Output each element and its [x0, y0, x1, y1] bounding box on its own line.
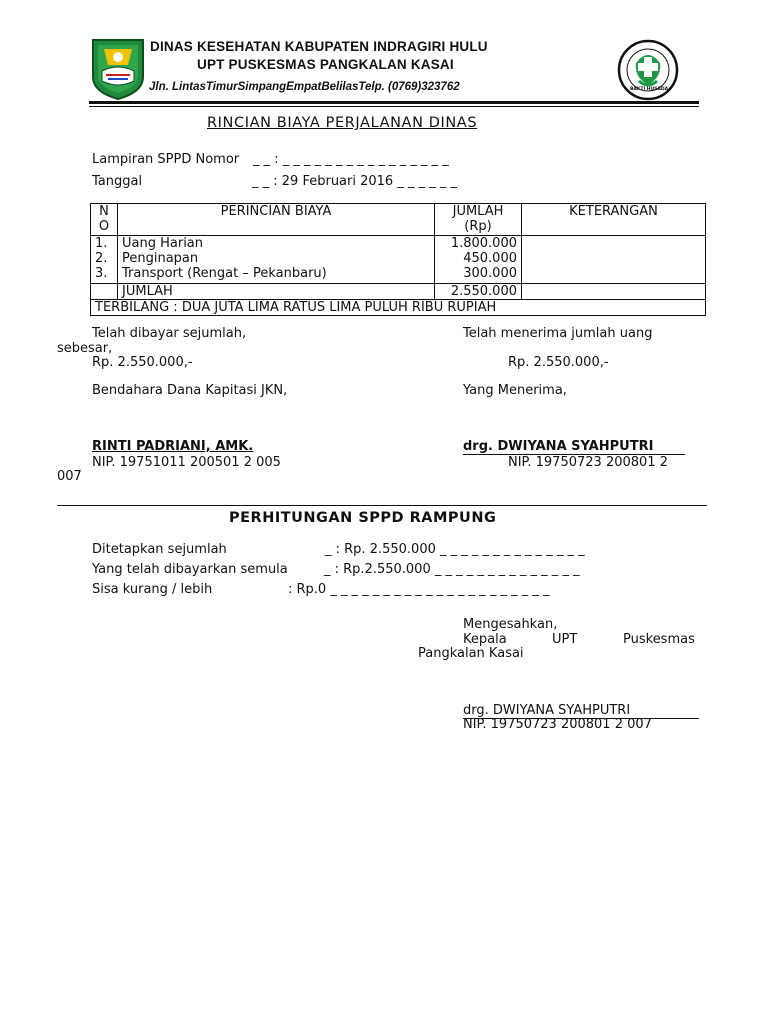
- dibayarkan-label: Yang telah dibayarkan semula: [92, 562, 288, 577]
- row-amounts: [435, 236, 522, 284]
- terbilang-text: TERBILANG : DUA JUTA LIMA RATUS LIMA PULUH RIBU RUPIAH: [91, 300, 706, 316]
- cost-table: [90, 203, 706, 316]
- row-items: [118, 236, 435, 284]
- received-text: Telah menerima jumlah uang: [463, 326, 653, 341]
- agency-name: DINAS KESEHATAN KABUPATEN INDRAGIRI HULU: [150, 39, 488, 54]
- right-logo-text: BAKTI HUSADA: [630, 87, 669, 92]
- treasurer-nip-cont: 007: [57, 469, 82, 484]
- address-line: Jln. LintasTimurSimpangEmpatBelilasTelp. (0769)323762: [149, 81, 460, 93]
- kepala-word-4: Pangkalan Kasai: [418, 646, 524, 661]
- kepala-word-3: Puskesmas: [623, 632, 695, 647]
- right-logo: [617, 39, 679, 101]
- lampiran-value: _ _ : _ _ _ _ _ _ _ _ _ _ _ _ _ _ _ _: [253, 152, 449, 167]
- lampiran-label: Lampiran SPPD Nomor: [92, 152, 240, 167]
- unit-name: UPT PUSKESMAS PANGKALAN KASAI: [197, 57, 454, 72]
- sisa-value: : Rp.0 _ _ _ _ _ _ _ _ _ _ _ _ _ _ _ _ _ _ _ _ _: [288, 582, 550, 597]
- treasurer-name: RINTI PADRIANI, AMK.: [92, 439, 254, 454]
- total-amount: 2.550.000: [435, 284, 522, 300]
- paid-amount: Rp. 2.550.000,-: [92, 355, 193, 370]
- sisa-label: Sisa kurang / lebih: [92, 582, 213, 597]
- row-no: 2.: [95, 251, 108, 266]
- treasurer-nip: NIP. 19751011 200501 2 005: [92, 455, 281, 470]
- received-amount: Rp. 2.550.000,-: [508, 355, 609, 370]
- total-label: JUMLAH: [118, 284, 435, 300]
- letterhead-rule-thin: [89, 106, 699, 107]
- approver-nip: NIP. 19750723 200801 2 007: [463, 717, 652, 732]
- row-amount: 450.000: [463, 251, 517, 266]
- tanggal-label: Tanggal: [92, 174, 143, 189]
- total-keterangan-cell: [522, 284, 706, 300]
- section-divider: [57, 505, 707, 506]
- receiver-nip: NIP. 19750723 200801 2: [508, 455, 668, 470]
- total-no-cell: [91, 284, 118, 300]
- treasurer-role: Bendahara Dana Kapitasi JKN,: [92, 383, 288, 398]
- row-item: Penginapan: [122, 251, 199, 266]
- col-jumlah-header: JUMLAH (Rp): [435, 204, 522, 236]
- ditetapkan-value: _ : Rp. 2.550.000 _ _ _ _ _ _ _ _ _ _ _ _ _ _: [325, 542, 585, 557]
- col-no-header: N O: [91, 204, 118, 236]
- kepala-word-2: UPT: [552, 632, 578, 647]
- letterhead-rule-thick: [89, 101, 699, 104]
- col-keterangan-header: KETERANGAN: [522, 204, 706, 236]
- row-numbers: [91, 236, 118, 284]
- row-no: 3.: [95, 266, 108, 281]
- dibayarkan-value: _ : Rp.2.550.000 _ _ _ _ _ _ _ _ _ _ _ _ _ _: [324, 562, 580, 577]
- row-item: Transport (Rengat – Pekanbaru): [122, 266, 327, 281]
- approver-name: drg. DWIYANA SYAHPUTRI: [463, 703, 631, 718]
- row-item: Uang Harian: [122, 236, 204, 251]
- row-no: 1.: [95, 236, 108, 251]
- paid-text-cont: sebesar,: [57, 341, 113, 356]
- terbilang-row: [91, 300, 706, 316]
- table-header-row: [91, 204, 706, 236]
- row-keterangan: [522, 236, 706, 284]
- total-row: [91, 284, 706, 300]
- receiver-role: Yang Menerima,: [463, 383, 567, 398]
- riau-regency-crest-icon: [90, 37, 146, 101]
- row-amount: 300.000: [463, 266, 517, 281]
- kepala-word-1: Kepala: [463, 632, 507, 647]
- row-amount: 1.800.000: [450, 236, 517, 251]
- ditetapkan-label: Ditetapkan sejumlah: [92, 542, 227, 557]
- left-logo: [90, 37, 146, 101]
- rampung-title: PERHITUNGAN SPPD RAMPUNG: [229, 510, 497, 526]
- document-title: RINCIAN BIAYA PERJALANAN DINAS: [207, 115, 478, 131]
- table-row: [91, 236, 706, 284]
- col-perincian-header: PERINCIAN BIAYA: [118, 204, 435, 236]
- tanggal-value: _ _ : 29 Februari 2016 _ _ _ _ _ _: [252, 174, 457, 189]
- paid-text: Telah dibayar sejumlah,: [92, 326, 247, 341]
- mengesahkan-text: Mengesahkan,: [463, 617, 558, 632]
- receiver-name: drg. DWIYANA SYAHPUTRI: [463, 439, 654, 454]
